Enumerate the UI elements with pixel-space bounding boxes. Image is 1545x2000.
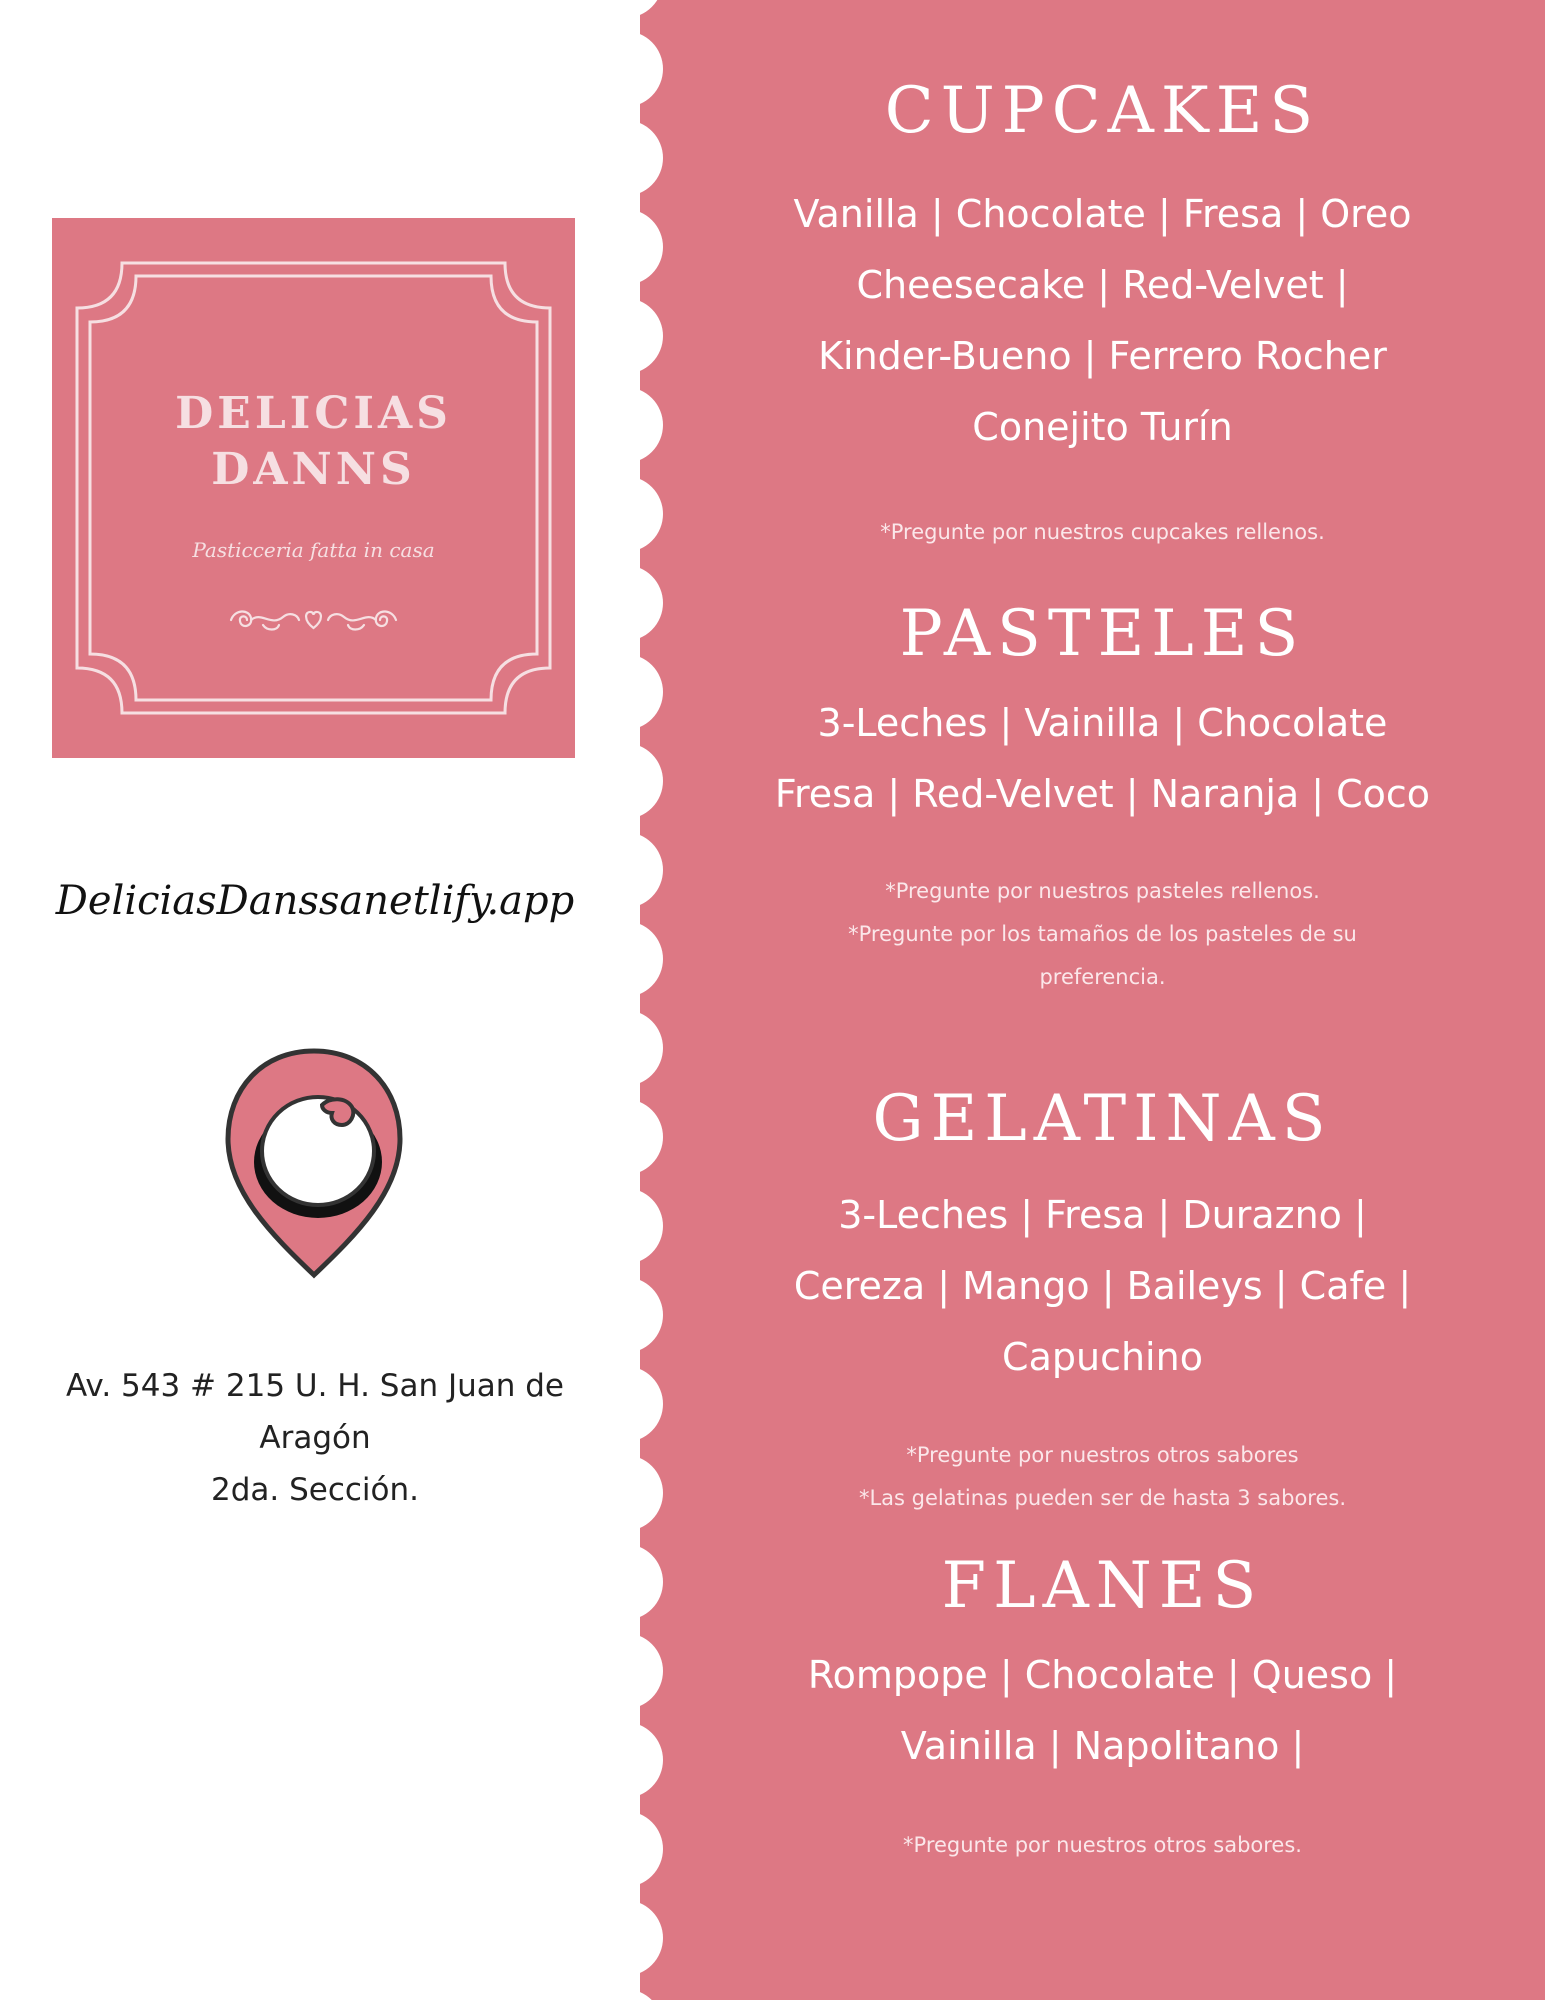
logo <box>52 218 575 758</box>
pasteles-note: *Pregunte por nuestros pasteles rellenos. <box>885 879 1320 903</box>
swirl-heart-ornament-icon <box>227 605 400 635</box>
pasteles-line: 3-Leches | Vainilla | Chocolate <box>817 701 1388 745</box>
flanes-notes <box>660 1824 1545 1867</box>
flanes-items <box>660 1640 1545 1782</box>
flanes-note: *Pregunte por nuestros otros sabores. <box>903 1833 1302 1857</box>
flanes-title: FLANES <box>941 1549 1264 1623</box>
cupcakes-line: Conejito Turín <box>972 405 1233 449</box>
address-line2: Aragón <box>259 1420 371 1456</box>
gelatinas-line: Capuchino <box>1002 1335 1203 1379</box>
logo-title-line1: DELICIAS <box>175 388 452 439</box>
gelatinas-line: Cereza | Mango | Baileys | Cafe | <box>793 1264 1412 1308</box>
pasteles-items <box>660 688 1545 830</box>
logo-tagline: Pasticceria fatta in casa <box>192 538 435 562</box>
gelatinas-note: *Pregunte por nuestros otros sabores <box>906 1443 1299 1467</box>
cupcakes-line: Vanilla | Chocolate | Fresa | Oreo <box>793 192 1412 236</box>
gelatinas-items <box>660 1180 1545 1393</box>
cupcakes-notes <box>660 511 1545 554</box>
flanes-line: Vainilla | Napolitano | <box>900 1724 1305 1768</box>
flanes-line: Rompope | Chocolate | Queso | <box>807 1653 1398 1697</box>
gelatinas-note: *Las gelatinas pueden ser de hasta 3 sabores. <box>858 1486 1347 1510</box>
cupcakes-line: Kinder-Bueno | Ferrero Rocher <box>818 334 1387 378</box>
gelatinas-notes <box>660 1434 1545 1520</box>
website-url[interactable]: DeliciasDanssanetlify.app <box>55 878 575 924</box>
pasteles-title: PASTELES <box>899 597 1306 671</box>
pasteles-note: *Pregunte por los tamaños de los pasteles de su <box>848 922 1357 946</box>
logo-title-line2: DANNS <box>211 444 416 495</box>
address-line3: 2da. Sección. <box>210 1472 420 1508</box>
pasteles-notes <box>660 870 1545 999</box>
cupcakes-title: CUPCAKES <box>884 74 1321 148</box>
gelatinas-line: 3-Leches | Fresa | Durazno | <box>838 1193 1367 1237</box>
cupcakes-items <box>660 179 1545 463</box>
cupcakes-note: *Pregunte por nuestros cupcakes rellenos. <box>880 520 1325 544</box>
gelatinas-title: GELATINAS <box>872 1082 1333 1156</box>
pasteles-note: preferencia. <box>1039 965 1166 989</box>
map-pin-icon <box>222 1045 406 1281</box>
pasteles-line: Fresa | Red-Velvet | Naranja | Coco <box>774 772 1431 816</box>
address-line1: Av. 543 # 215 U. H. San Juan de <box>66 1368 564 1404</box>
cupcakes-line: Cheesecake | Red-Velvet | <box>856 263 1349 307</box>
address <box>30 1360 600 1516</box>
